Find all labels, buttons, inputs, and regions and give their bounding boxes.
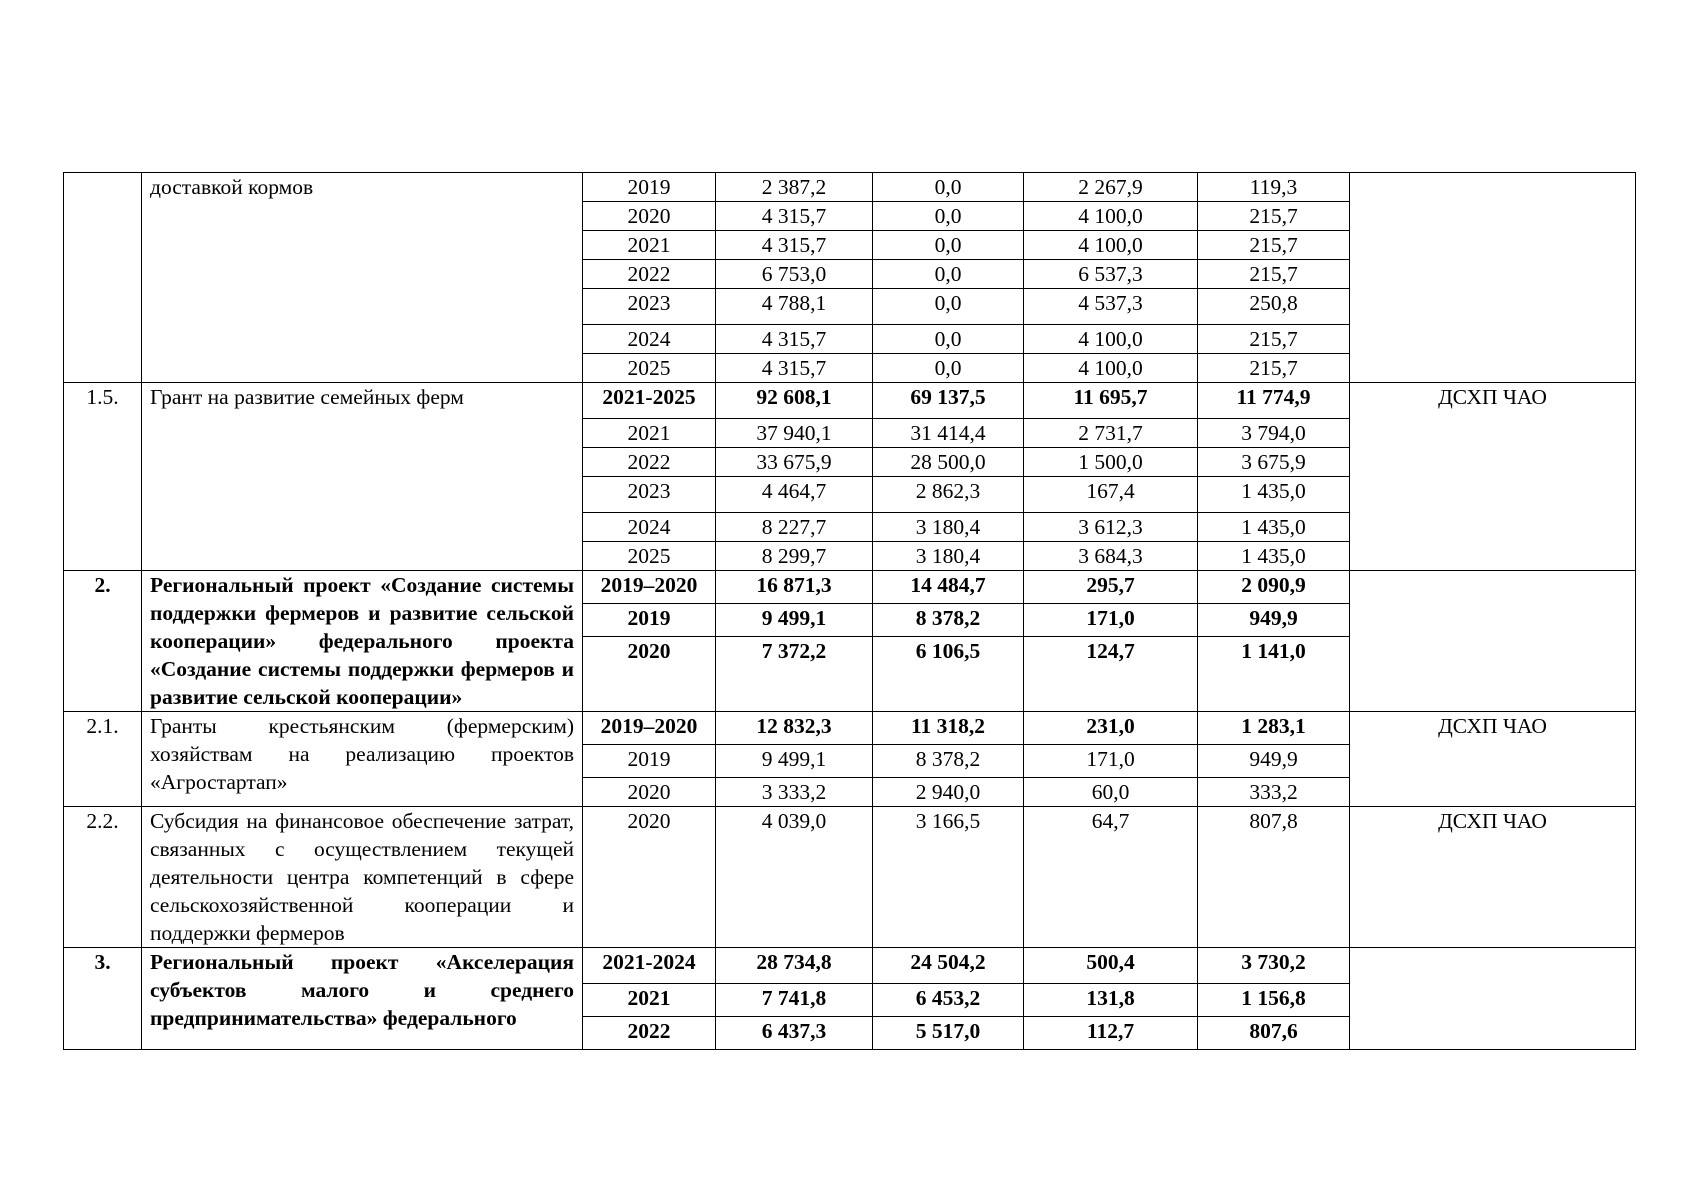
- regional-cell: 4 100,0: [1024, 354, 1198, 383]
- federal-cell: 0,0: [873, 354, 1024, 383]
- total-cell: 2 387,2: [716, 173, 873, 202]
- federal-cell: 3 180,4: [873, 542, 1024, 571]
- federal-cell: 8 378,2: [873, 604, 1024, 637]
- table-row: [64, 173, 1636, 202]
- year-cell: 2020: [583, 778, 716, 807]
- other-cell: 1 435,0: [1198, 477, 1350, 513]
- other-cell: 949,9: [1198, 745, 1350, 778]
- total-cell: 8 299,7: [716, 542, 873, 571]
- total-cell: 16 871,3: [716, 571, 873, 604]
- year-cell: 2021: [583, 419, 716, 448]
- total-cell: 3 333,2: [716, 778, 873, 807]
- total-cell: 4 039,0: [716, 807, 873, 948]
- year-cell: 2022: [583, 260, 716, 289]
- year-cell: 2024: [583, 513, 716, 542]
- federal-cell: 8 378,2: [873, 745, 1024, 778]
- year-cell: 2022: [583, 448, 716, 477]
- total-cell: 92 608,1: [716, 383, 873, 419]
- other-cell: 215,7: [1198, 260, 1350, 289]
- responsible-cell: [1350, 173, 1636, 383]
- other-cell: 333,2: [1198, 778, 1350, 807]
- total-cell: 4 315,7: [716, 202, 873, 231]
- regional-cell: 60,0: [1024, 778, 1198, 807]
- total-cell: 4 788,1: [716, 289, 873, 325]
- regional-cell: 6 537,3: [1024, 260, 1198, 289]
- row-number-cell: 2.2.: [64, 807, 142, 948]
- regional-cell: 2 267,9: [1024, 173, 1198, 202]
- measure-name: доставкой кормов: [142, 173, 583, 383]
- year-cell: 2019: [583, 604, 716, 637]
- regional-cell: 500,4: [1024, 948, 1198, 984]
- year-cell: 2020: [583, 637, 716, 712]
- total-cell: 37 940,1: [716, 419, 873, 448]
- regional-cell: 4 100,0: [1024, 325, 1198, 354]
- table-row: [64, 383, 1636, 419]
- federal-cell: 2 862,3: [873, 477, 1024, 513]
- federal-cell: 0,0: [873, 325, 1024, 354]
- federal-cell: 3 180,4: [873, 513, 1024, 542]
- total-cell: 7 372,2: [716, 637, 873, 712]
- other-cell: 3 675,9: [1198, 448, 1350, 477]
- regional-cell: 131,8: [1024, 984, 1198, 1017]
- regional-cell: 4 537,3: [1024, 289, 1198, 325]
- year-cell: 2025: [583, 542, 716, 571]
- other-cell: 807,8: [1198, 807, 1350, 948]
- regional-cell: 2 731,7: [1024, 419, 1198, 448]
- regional-cell: 4 100,0: [1024, 231, 1198, 260]
- responsible-cell: [1350, 571, 1636, 712]
- federal-cell: 31 414,4: [873, 419, 1024, 448]
- total-cell: 4 315,7: [716, 325, 873, 354]
- responsible-cell: ДСХП ЧАО: [1350, 712, 1636, 807]
- federal-cell: 6 453,2: [873, 984, 1024, 1017]
- year-cell: 2023: [583, 289, 716, 325]
- other-cell: 1 141,0: [1198, 637, 1350, 712]
- row-number-cell: 2.1.: [64, 712, 142, 807]
- other-cell: 215,7: [1198, 325, 1350, 354]
- regional-cell: 295,7: [1024, 571, 1198, 604]
- other-cell: 11 774,9: [1198, 383, 1350, 419]
- federal-cell: 24 504,2: [873, 948, 1024, 984]
- other-cell: 949,9: [1198, 604, 1350, 637]
- other-cell: 215,7: [1198, 231, 1350, 260]
- measure-name: Грант на развитие семейных ферм: [142, 383, 583, 571]
- regional-cell: 4 100,0: [1024, 202, 1198, 231]
- total-cell: 4 464,7: [716, 477, 873, 513]
- federal-cell: 11 318,2: [873, 712, 1024, 745]
- responsible-cell: [1350, 948, 1636, 1050]
- responsible-cell: ДСХП ЧАО: [1350, 383, 1636, 571]
- responsible-cell: ДСХП ЧАО: [1350, 807, 1636, 948]
- table-row: [64, 712, 1636, 745]
- year-cell: 2024: [583, 325, 716, 354]
- federal-cell: 6 106,5: [873, 637, 1024, 712]
- total-cell: 7 741,8: [716, 984, 873, 1017]
- federal-cell: 0,0: [873, 202, 1024, 231]
- other-cell: 1 156,8: [1198, 984, 1350, 1017]
- federal-cell: 2 940,0: [873, 778, 1024, 807]
- total-cell: 33 675,9: [716, 448, 873, 477]
- year-cell: 2020: [583, 202, 716, 231]
- regional-cell: 64,7: [1024, 807, 1198, 948]
- federal-cell: 69 137,5: [873, 383, 1024, 419]
- year-cell: 2021: [583, 231, 716, 260]
- measure-name: Региональный проект «Акселерация субъектов малого и среднего предпринимательства» федерального: [142, 948, 583, 1050]
- federal-cell: 5 517,0: [873, 1017, 1024, 1050]
- other-cell: 215,7: [1198, 202, 1350, 231]
- other-cell: 2 090,9: [1198, 571, 1350, 604]
- year-cell: 2021-2025: [583, 383, 716, 419]
- other-cell: 1 435,0: [1198, 542, 1350, 571]
- measure-name: Региональный проект «Создание системы поддержки фермеров и развитие сельской кооперации» федерального проекта «Создание системы поддержки фермеров и развитие сельской кооперации»: [142, 571, 583, 712]
- total-cell: 4 315,7: [716, 354, 873, 383]
- other-cell: 250,8: [1198, 289, 1350, 325]
- year-cell: 2023: [583, 477, 716, 513]
- year-cell: 2025: [583, 354, 716, 383]
- regional-cell: 112,7: [1024, 1017, 1198, 1050]
- table-row: [64, 571, 1636, 604]
- measure-name: Субсидия на финансовое обеспечение затрат, связанных с осуществлением текущей деятельности центра компетенций в сфере сельскохозяйственной кооперации и поддержки фермеров: [142, 807, 583, 948]
- regional-cell: 167,4: [1024, 477, 1198, 513]
- federal-cell: 0,0: [873, 173, 1024, 202]
- federal-cell: 14 484,7: [873, 571, 1024, 604]
- year-cell: 2019: [583, 173, 716, 202]
- budget-table: [63, 172, 1636, 1050]
- federal-cell: 0,0: [873, 289, 1024, 325]
- other-cell: 215,7: [1198, 354, 1350, 383]
- regional-cell: 231,0: [1024, 712, 1198, 745]
- other-cell: 807,6: [1198, 1017, 1350, 1050]
- table-row: [64, 807, 1636, 948]
- federal-cell: 3 166,5: [873, 807, 1024, 948]
- other-cell: 3 794,0: [1198, 419, 1350, 448]
- total-cell: 9 499,1: [716, 604, 873, 637]
- total-cell: 6 437,3: [716, 1017, 873, 1050]
- document-page: [63, 172, 1635, 1050]
- year-cell: 2019–2020: [583, 712, 716, 745]
- federal-cell: 0,0: [873, 231, 1024, 260]
- total-cell: 12 832,3: [716, 712, 873, 745]
- other-cell: 1 435,0: [1198, 513, 1350, 542]
- year-cell: 2019–2020: [583, 571, 716, 604]
- regional-cell: 3 612,3: [1024, 513, 1198, 542]
- year-cell: 2021-2024: [583, 948, 716, 984]
- regional-cell: 1 500,0: [1024, 448, 1198, 477]
- year-cell: 2019: [583, 745, 716, 778]
- regional-cell: 171,0: [1024, 745, 1198, 778]
- other-cell: 1 283,1: [1198, 712, 1350, 745]
- year-cell: 2021: [583, 984, 716, 1017]
- total-cell: 6 753,0: [716, 260, 873, 289]
- year-cell: 2022: [583, 1017, 716, 1050]
- total-cell: 9 499,1: [716, 745, 873, 778]
- row-number-cell: [64, 173, 142, 383]
- federal-cell: 28 500,0: [873, 448, 1024, 477]
- regional-cell: 124,7: [1024, 637, 1198, 712]
- total-cell: 28 734,8: [716, 948, 873, 984]
- measure-name: Гранты крестьянским (фермерским) хозяйствам на реализацию проектов «Агростартап»: [142, 712, 583, 807]
- regional-cell: 171,0: [1024, 604, 1198, 637]
- regional-cell: 11 695,7: [1024, 383, 1198, 419]
- other-cell: 3 730,2: [1198, 948, 1350, 984]
- year-cell: 2020: [583, 807, 716, 948]
- row-number-cell: 3.: [64, 948, 142, 1050]
- total-cell: 4 315,7: [716, 231, 873, 260]
- federal-cell: 0,0: [873, 260, 1024, 289]
- row-number-cell: 2.: [64, 571, 142, 712]
- row-number-cell: 1.5.: [64, 383, 142, 571]
- other-cell: 119,3: [1198, 173, 1350, 202]
- regional-cell: 3 684,3: [1024, 542, 1198, 571]
- table-row: [64, 948, 1636, 984]
- total-cell: 8 227,7: [716, 513, 873, 542]
